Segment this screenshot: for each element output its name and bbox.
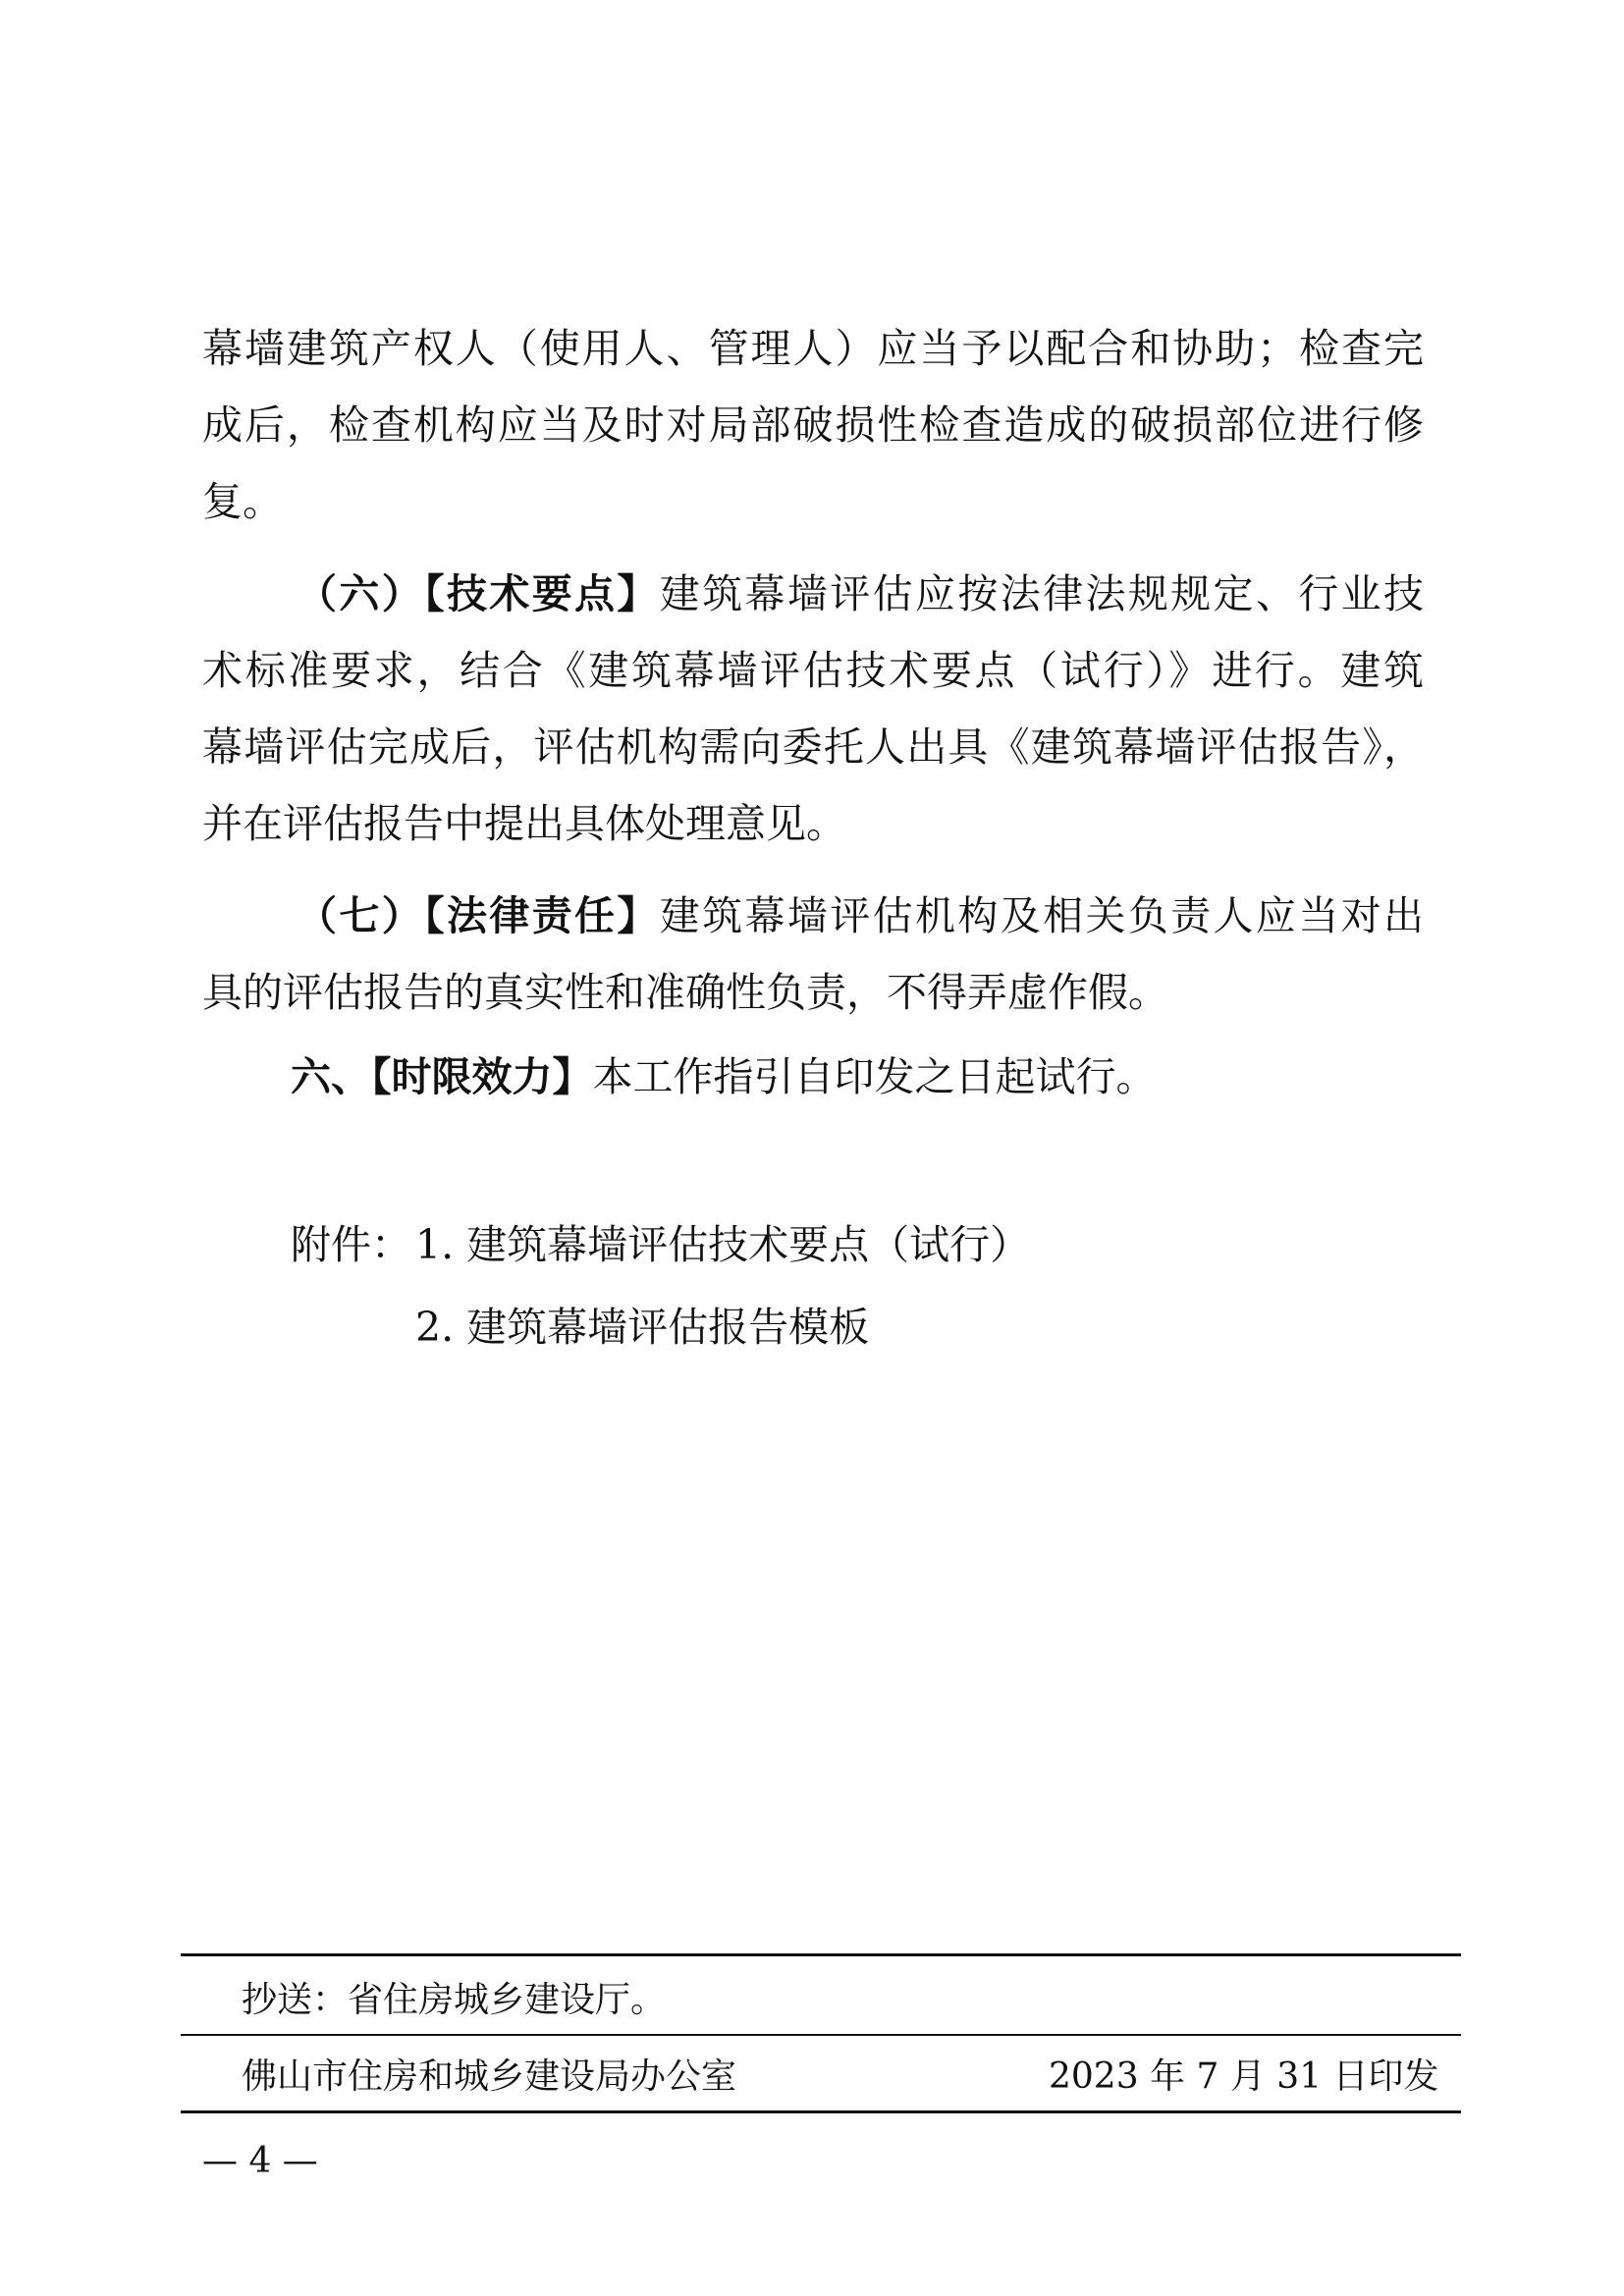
- body-text: 本工作指引自印发之日起试行。: [592, 1053, 1157, 1100]
- body-line: 并在评估报告中提出具体处理意见。: [202, 800, 846, 847]
- body-line: 幕墙评估完成后，评估机构需向委托人出具《建筑幕墙评估报告》，: [202, 723, 1424, 771]
- section-heading: 六、【时限效力】: [291, 1053, 593, 1100]
- body-line: 复。: [202, 478, 283, 525]
- page-number: — 4 —: [202, 2141, 318, 2181]
- footer-rule-middle: [181, 2034, 1461, 2036]
- attachments-label: 附件：: [291, 1221, 411, 1268]
- section-six-technical-points: [297, 564, 1424, 623]
- issuer: 佛山市住房和城乡建设局办公室: [242, 2056, 737, 2097]
- attachment-item-1: 1. 建筑幕墙评估技术要点（试行）: [415, 1221, 1031, 1268]
- cc-line: 抄送：省住房城乡建设厅。: [242, 1980, 667, 2020]
- footer-rule-top: [181, 1953, 1461, 1956]
- body-text: 建筑幕墙评估机构及相关负责人应当对出: [659, 892, 1425, 939]
- section-heading: （六）【技术要点】: [297, 570, 660, 617]
- attachment-item-2: 2. 建筑幕墙评估报告模板: [415, 1304, 870, 1351]
- section-seven-legal-responsibility: [297, 886, 1424, 945]
- body-line: 成后，检查机构应当及时对局部破损性检查造成的破损部位进行修: [202, 401, 1424, 449]
- body-text: 建筑幕墙评估应按法律法规规定、行业技: [659, 570, 1425, 617]
- body-line: 术标准要求，结合《建筑幕墙评估技术要点（试行）》进行。建筑: [202, 647, 1424, 694]
- issue-date: 2023 年 7 月 31 日印发: [1049, 2056, 1439, 2097]
- section-heading: （七）【法律责任】: [297, 892, 660, 939]
- section-time-validity: [291, 1047, 1157, 1106]
- body-line: 幕墙建筑产权人（使用人、管理人）应当予以配合和协助；检查完: [202, 325, 1424, 372]
- footer-rule-bottom: [181, 2110, 1461, 2113]
- body-line: 具的评估报告的真实性和准确性负责，不得弄虚作假。: [202, 969, 1168, 1016]
